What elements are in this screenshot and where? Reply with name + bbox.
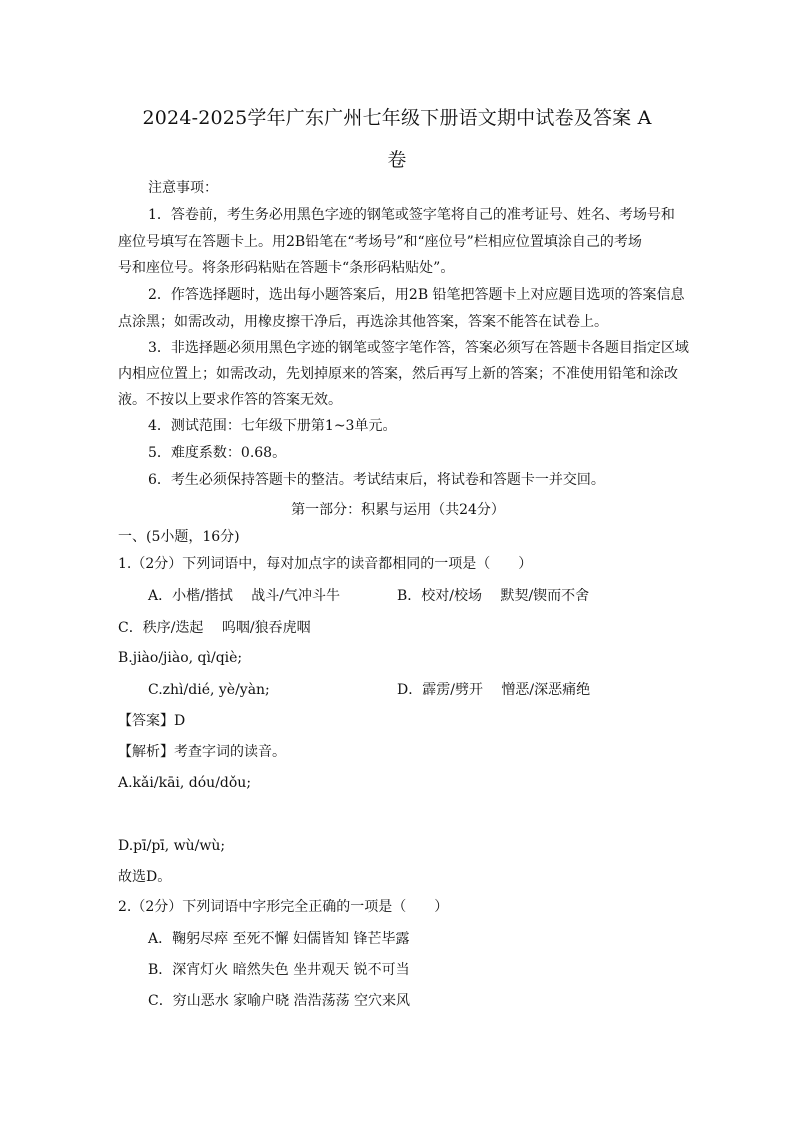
pinyin-a: A.kǎi/kāi, dóu/dǒu; [118, 775, 252, 791]
pinyin-d: D.pī/pī, wù/wù; [118, 838, 226, 854]
notice-line: 号和座位号。将条形码粘贴在答题卡“条形码粘贴处”。 [118, 260, 455, 276]
question-1-analysis: 【解析】考查字词的读音。 [118, 744, 286, 760]
question-1-conclusion: 故选D。 [118, 869, 172, 885]
notice-line: 2．作答选择题时，选出每小题答案后，用2B 铅笔把答题卡上对应题目选项的答案信息 [148, 287, 685, 303]
notice-heading: 注意事项： [148, 180, 218, 196]
question-1-option-d: D．霹雳/劈开 憎恶/深恶痛绝 [397, 682, 591, 698]
notice-line: 点涂黑；如需改动，用橡皮擦干净后，再选涂其他答案，答案不能答在试卷上。 [118, 314, 608, 330]
notice-line: 6．考生必须保持答题卡的整洁。考试结束后，将试卷和答题卡一并交回。 [148, 472, 605, 488]
question-2-stem: 2.（2分）下列词语中字形完全正确的一项是（ ） [118, 899, 449, 915]
notice-line: 座位号填写在答题卡上。用2B铅笔在“考场号”和“座位号”栏相应位置填涂自己的考场 [118, 234, 642, 250]
question-2-option-c: C．穷山恶水 家喻户晓 浩浩荡荡 空穴来风 [148, 993, 411, 1009]
section-heading: 一、(5小题，16分) [118, 529, 240, 545]
question-1-option-b: B．校对/校场 默契/锲而不舍 [397, 588, 590, 604]
question-1-stem: 1.（2分）下列词语中，每对加点字的读音都相同的一项是（ ） [118, 556, 533, 572]
question-1-option-c: C．秩序/迭起 呜咽/狼吞虎咽 [118, 620, 311, 636]
notice-line: 3．非选择题必须用黑色字迹的钢笔或签字笔作答，答案必须写在答题卡各题目指定区域 [148, 340, 689, 356]
question-2-option-b: B．深宵灯火 暗然失色 坐井观天 锐不可当 [148, 962, 410, 978]
notice-line: 1．答卷前，考生务必用黑色字迹的钢笔或签字笔将自己的准考证号、姓名、考场号和 [148, 207, 675, 223]
pinyin-c: C.zhì/dié, yè/yàn; [148, 682, 270, 698]
question-1-option-a: A．小楷/揩拭 战斗/气冲斗牛 [148, 588, 340, 604]
notice-line: 液。不按以上要求作答的答案无效。 [118, 392, 342, 408]
pinyin-b: B.jiào/jiào, qì/qiè; [118, 650, 243, 666]
question-1-answer: 【答案】D [118, 713, 186, 729]
notice-line: 4．测试范围：七年级下册第1~3单元。 [148, 418, 397, 434]
notice-line: 内相应位置上；如需改动，先划掉原来的答案，然后再写上新的答案；不准使用铅笔和涂改 [118, 366, 678, 382]
document-title-line1: 2024-2025学年广东广州七年级下册语文期中试卷及答案 A [142, 107, 652, 129]
part1-heading: 第一部分：积累与运用（共24分） [291, 502, 505, 518]
document-title-line2: 卷 [387, 149, 407, 171]
notice-line: 5．难度系数：0.68。 [148, 445, 287, 461]
question-2-option-a: A．鞠躬尽瘁 至死不懈 妇儒皆知 锋芒毕露 [148, 931, 410, 947]
